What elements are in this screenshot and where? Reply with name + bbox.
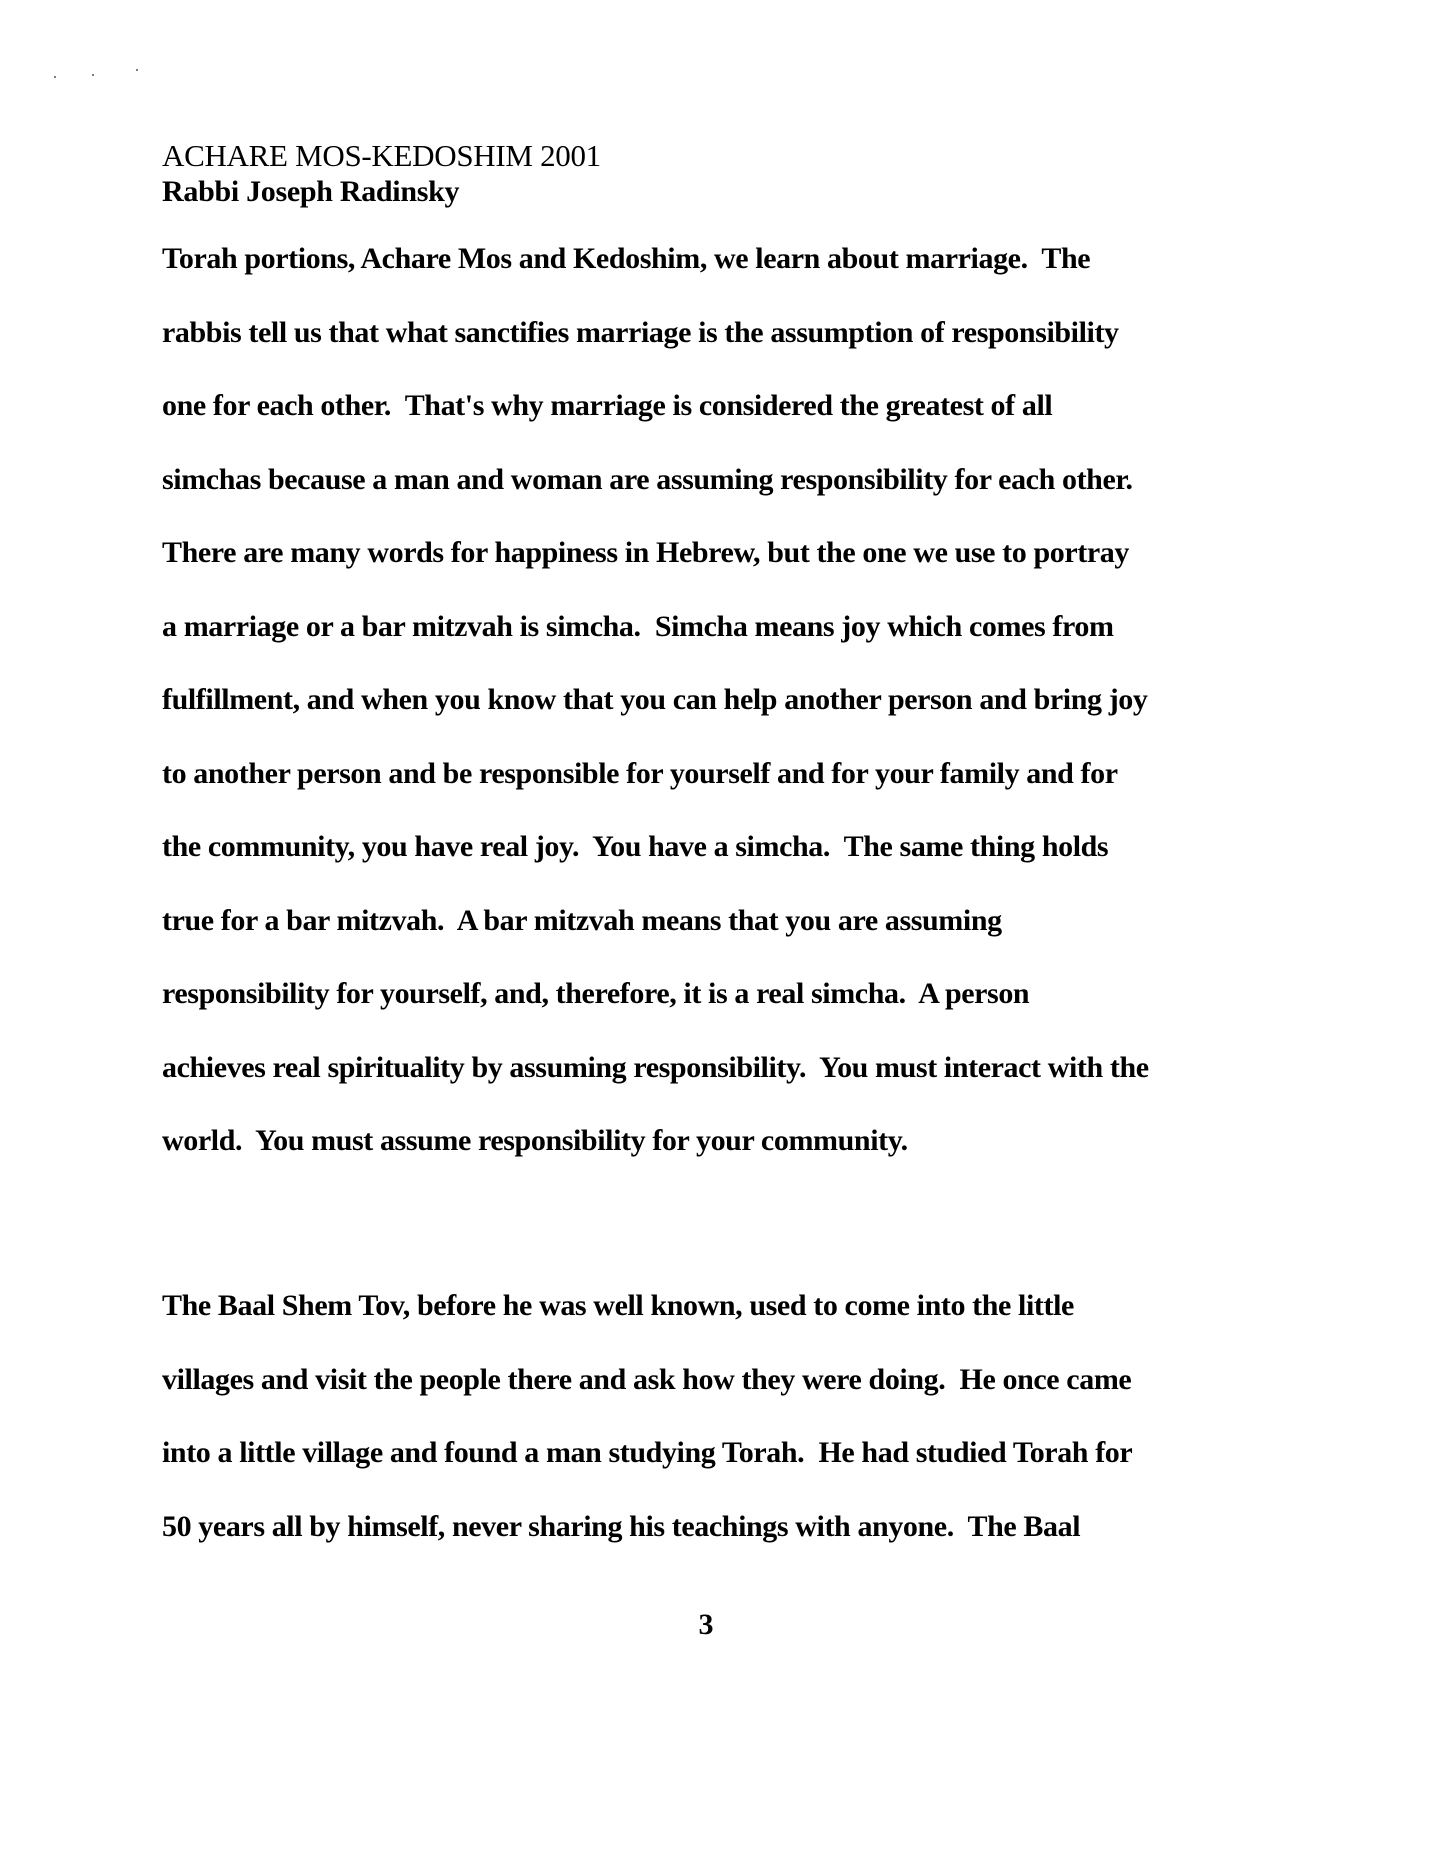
text-line: responsibility for yourself, and, therefore, it is a real simcha. A person — [162, 977, 1030, 1010]
text-line: villages and visit the people there and ask how they were doing. He once came — [162, 1362, 1132, 1396]
paragraph-1 — [162, 222, 1292, 1178]
scan-speck — [92, 74, 94, 76]
text-line: one for each other. That's why marriage is considered the greatest of all — [162, 389, 1053, 422]
document-author: Rabbi Joseph Radinsky — [162, 175, 460, 208]
text-line: the community, you have real joy. You have a simcha. The same thing holds — [162, 830, 1109, 863]
page-number: 3 — [698, 1608, 714, 1641]
text-line: true for a bar mitzvah. A bar mitzvah means that you are assuming — [162, 903, 1002, 937]
scan-speck — [136, 69, 138, 71]
text-line: rabbis tell us that what sanctifies marriage is the assumption of responsibility — [162, 315, 1119, 349]
text-line: The Baal Shem Tov, before he was well known, used to come into the little — [162, 1289, 1074, 1322]
scan-speck — [54, 76, 56, 78]
document-header — [162, 138, 1162, 210]
text-line: 50 years all by himself, never sharing his teachings with anyone. The Baal — [162, 1509, 1081, 1543]
text-line: Torah portions, Achare Mos and Kedoshim, we learn about marriage. The — [162, 242, 1091, 275]
text-line: to another person and be responsible for yourself and for your family and for — [162, 756, 1118, 790]
text-line: into a little village and found a man studying Torah. He had studied Torah for — [162, 1436, 1133, 1469]
text-line: There are many words for happiness in Hebrew, but the one we use to portray — [162, 536, 1129, 569]
text-line: world. You must assume responsibility for your community. — [162, 1124, 908, 1157]
text-line: achieves real spirituality by assuming responsibility. You must interact with the — [162, 1050, 1149, 1084]
text-line: fulfillment, and when you know that you can help another person and bring joy — [162, 683, 1148, 716]
document-title: ACHARE MOS-KEDOSHIM 2001 — [162, 138, 601, 173]
text-line: a marriage or a bar mitzvah is simcha. Simcha means joy which comes from — [162, 609, 1114, 643]
text-line: simchas because a man and woman are assuming responsibility for each other. — [162, 462, 1133, 496]
paragraph-2 — [162, 1269, 1292, 1563]
